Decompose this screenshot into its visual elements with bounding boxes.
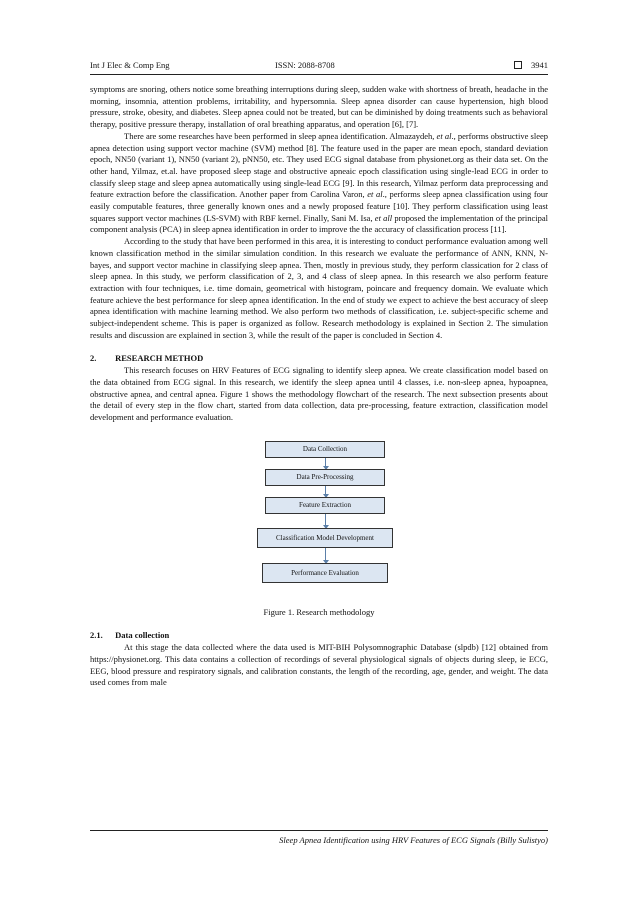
section-2-1-paragraph: At this stage the data collected where the data used is MIT-BIH Polysomnographic Database (slpdb) [12] obtained from https://physionet.org. This data contains a collection of recordings of several physiological signals of objects during sleep, ie ECG, EEG, blood pressure and respiratory signals, and calibration constants, the length of the recording, age, gender, and weight. The data used comes from male xyxy=(90,642,548,688)
footer-rule xyxy=(90,830,548,831)
page-number: 3941 xyxy=(531,60,548,70)
figure-caption: Figure 1. Research methodology xyxy=(263,606,375,617)
flow-step-data-collection: Data Collection xyxy=(265,441,385,458)
section-2-paragraph: This research focuses on HRV Features of ECG signaling to identify sleep apnea. We create classification model based on the data obtained from ECG signal. In this research, we identify the sleep apnea until 4 classes, i.e. non-sleep apnea, hypoapnea, obstructive apnea, and central apnea. Figure 1 shows the methodology flowchart of the research. The next subsection presents about the detail of every step in the flow chart, started from data collection, data pre-processing, feature extraction, classification model development and performance evaluation. xyxy=(90,365,548,422)
issn: ISSN: 2088-8708 xyxy=(275,60,335,70)
flow-step-preprocessing: Data Pre-Processing xyxy=(265,469,385,486)
page-footer: Sleep Apnea Identification using HRV Features of ECG Signals (Billy Sulistyo) xyxy=(279,835,548,845)
flow-arrow xyxy=(325,514,326,526)
flow-arrow xyxy=(325,548,326,561)
methodology-flowchart xyxy=(90,441,548,601)
flow-step-performance-evaluation: Performance Evaluation xyxy=(262,563,388,583)
flow-step-model-development: Classification Model Development xyxy=(257,528,393,548)
page-body xyxy=(90,84,548,689)
flow-step-feature-extraction: Feature Extraction xyxy=(265,497,385,514)
section-heading: 2. RESEARCH METHOD xyxy=(90,353,204,364)
checkbox-icon xyxy=(514,61,522,69)
header-rule xyxy=(90,74,548,75)
intro-paragraph-2: There are some researches have been performed in sleep apnea identification. Almazaydeh, et al., performs obstructive sleep apnea detection using support vector machine (SVM) method [8]. The feature used in the paper are mean epoch, standard deviation epoch, NN50 (variant 1), NN50 (variant 2), pNN50, etc. They used ECG signal database from physionet.org as their data set. On the other hand, Yilmaz, et.al. have proposed sleep stage and obstructive apneaic epoch classification using single-lead ECG in order to classify sleep stage and sleep apnea automatically using single-lead ECG [9]. In this research, Yilmaz perform data preprocessing and feature extraction before the classification. Another paper from Carolina Varon, et al., performs sleep apnea classification using four easily computable features, three generally known ones and a newly proposed feature [10]. They perform classification using least squares support vector machines (LS-SVM) with RBF kernel. Finally, Sani M. Isa, et all proposed the implementation of the principal component analysis (PCA) in sleep apnea identification in order to improve the the accuracy of classification process [11]. xyxy=(90,130,549,235)
flow-arrow xyxy=(325,486,326,495)
flow-arrow xyxy=(325,458,326,467)
intro-paragraph-1: symptoms are snoring, others notice some breathing interruptions during sleep, sudden wake with shortness of breath, headache in the morning, insomnia, attention problems, irritability, and hypersomnia. Sleep apnea disorder can cause hypertension, high blood pressure, stroke, obesity, and diabetes. Sleep apnea could not be treated, but can be diminished by doing treatments such as behavioral therapy, positive pressure therapy, installation of oral breathing apparatus, and operation [6], [7]. xyxy=(90,84,548,130)
intro-paragraph-3: According to the study that have been performed in this area, it is interesting to conduct performance evaluation among well known classification method in the similar simulation condition. In this research we evaluate the performance of ANN, KNN, N-bayes, and support vector machine in classifying sleep apnea. Then, mostly in previous study, they perform classication for 2 class of sleep apnea. In this study, we perform classification of 2, 3, and 4 class of sleep apnea. In this research we also perform feature extraction with four techniques, i.e. time domain, geometrical with histogram, poincare and frequency domain. We evaluate which feature achieve the best performance for sleep apnea identification. In the end of study we expect to achieve the best accuracy of sleep apnea identification with machine learning method. We also perform two methods of classification, i.e. subject-specific scheme and subject-independent scheme. This is paper is organized as follow. Research methodology is explained in Section 2. The simulation results and discussion are explained in section 3, while the result of the paper is concluded in Section 4. xyxy=(90,236,548,340)
journal-name: Int J Elec & Comp Eng xyxy=(90,60,170,70)
subsection-heading: 2.1. Data collection xyxy=(90,630,170,641)
